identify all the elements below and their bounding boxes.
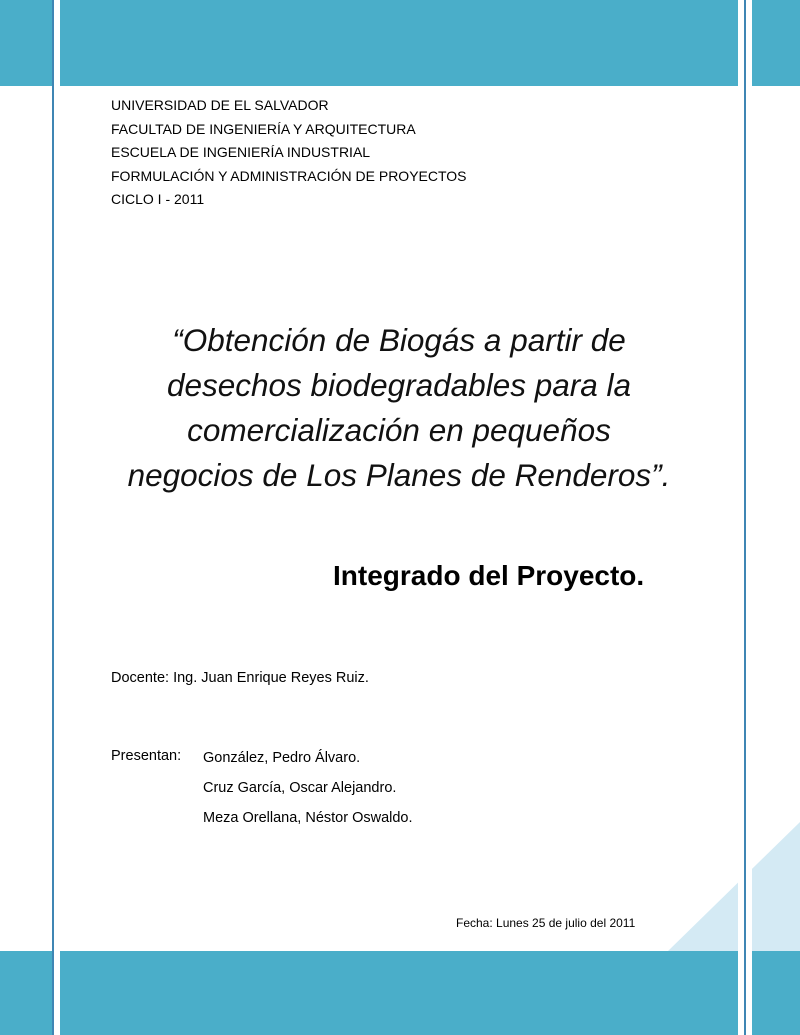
title-line: comercialización en pequeños [187,412,611,448]
header-line-cycle: CICLO I - 2011 [111,191,205,207]
presenters-label: Presentan: [111,748,182,764]
page-gap-right-outer [746,0,752,1035]
frame-line-right [744,0,746,1035]
presenter-name: González, Pedro Álvaro. [203,750,361,766]
presenter-name: Cruz García, Oscar Alejandro. [203,780,397,796]
header-line-university: UNIVERSIDAD DE EL SALVADOR [111,97,329,113]
document-title [60,318,738,498]
page-gap-left [54,0,60,1035]
institution-header [111,94,467,212]
header-line-school: ESCUELA DE INGENIERÍA INDUSTRIAL [111,144,371,160]
header-line-course: FORMULACIÓN Y ADMINISTRACIÓN DE PROYECTOS [111,167,467,184]
presenter-name: Meza Orellana, Néstor Oswaldo. [203,810,413,826]
title-line: “Obtención de Biogás a partir de [172,322,626,358]
teacher-line: Docente: Ing. Juan Enrique Reyes Ruiz. [111,670,369,686]
frame-line-left [52,0,54,1035]
presenters-list [203,748,413,838]
header-line-faculty: FACULTAD DE INGENIERÍA Y ARQUITECTURA [111,120,416,137]
title-line: desechos biodegradables para la [166,367,632,403]
title-line: negocios de Los Planes de Renderos”. [127,457,671,493]
date-line: Fecha: Lunes 25 de julio del 2011 [456,916,636,930]
document-subtitle: Integrado del Proyecto. [333,560,645,591]
